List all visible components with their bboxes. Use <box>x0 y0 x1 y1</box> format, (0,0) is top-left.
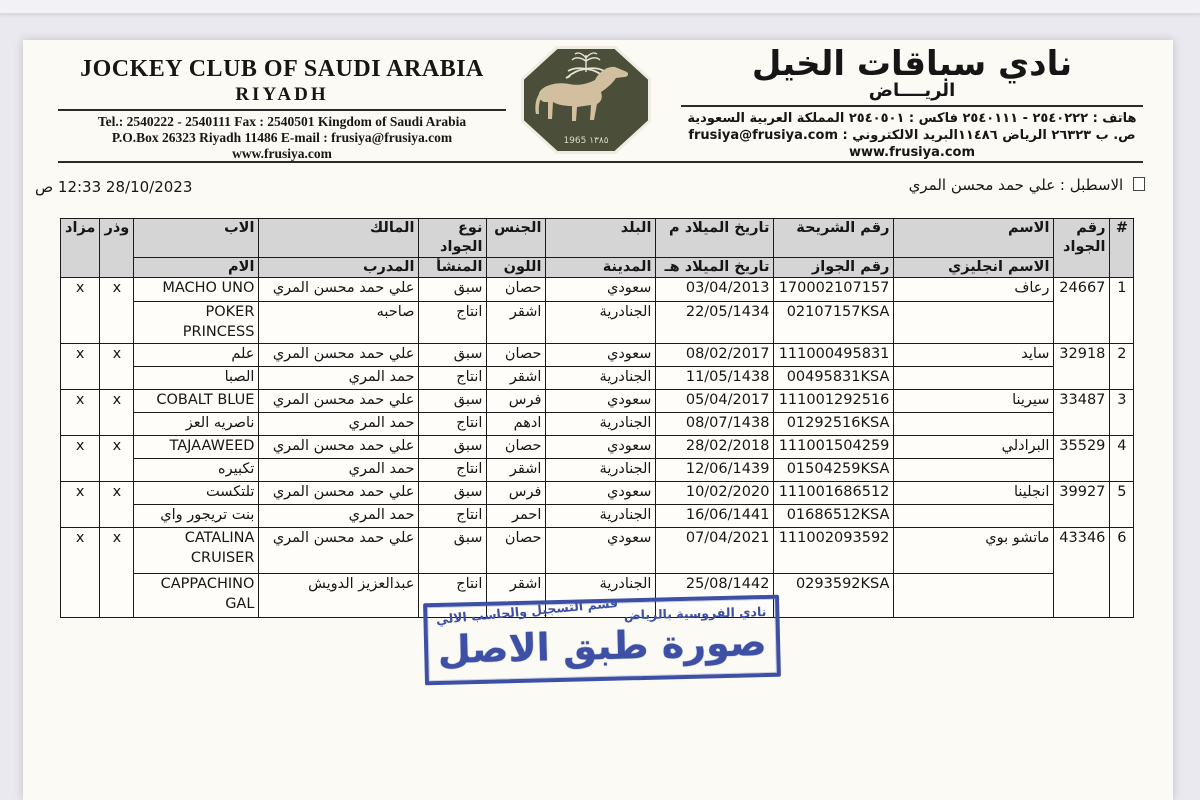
cell-horse-type: سبق <box>419 344 487 367</box>
cell-chip-number: 111000495831 <box>774 344 894 367</box>
cell-trainer: حمد المري <box>259 413 419 436</box>
cell-chip-number: 111001686512 <box>774 482 894 505</box>
cell-wether-mark: x <box>100 436 134 482</box>
cell-origin: انتاج <box>419 302 487 344</box>
cell-gender: حصان <box>487 528 546 574</box>
cell-passport-number: 01292516KSA <box>774 413 894 436</box>
table-row-sub <box>61 413 1134 436</box>
cell-owner: علي حمد محسن المري <box>259 528 419 574</box>
cell-auction-mark: x <box>61 344 100 390</box>
cell-city: الجنادرية <box>546 459 656 482</box>
cell-wether-mark: x <box>100 278 134 344</box>
cell-dam: بنت تريجور واي <box>134 505 259 528</box>
stable-line <box>909 176 1145 194</box>
website-en: www.frusiya.com <box>232 146 332 161</box>
cell-birthdate-gregorian: 03/04/2013 <box>656 278 774 302</box>
header-row-bottom <box>61 258 1134 278</box>
cell-color: اشقر <box>487 574 546 618</box>
cell-gender: حصان <box>487 436 546 459</box>
cell-birthdate-hijri: 08/07/1438 <box>656 413 774 436</box>
cell-sire: علم <box>134 344 259 367</box>
cell-city: الجنادرية <box>546 302 656 344</box>
cell-birthdate-gregorian: 10/02/2020 <box>656 482 774 505</box>
table-row-sub <box>61 505 1134 528</box>
col-header-6: الجنس <box>487 219 546 258</box>
letterhead-divider <box>58 109 506 111</box>
cell-birthdate-hijri: 25/08/1442 <box>656 574 774 618</box>
letterhead-english <box>58 56 506 162</box>
website-ar: www.frusiya.com <box>848 145 976 160</box>
cell-horse-type: سبق <box>419 482 487 505</box>
table-row <box>61 344 1134 367</box>
cell-trainer: حمد المري <box>259 459 419 482</box>
cell-horse-name-en <box>894 367 1054 390</box>
cell-wether-mark: x <box>100 390 134 436</box>
club-name-ar: نادي سباقات الخيل <box>751 44 1073 84</box>
col-header-0-line0: # <box>1115 220 1128 236</box>
cell-city: الجنادرية <box>546 505 656 528</box>
cell-passport-number: 01504259KSA <box>774 459 894 482</box>
col-header-3-sub: رقم الجواز <box>774 258 894 278</box>
col-header-7: نوع الجواد <box>419 219 487 258</box>
cell-origin: انتاج <box>419 574 487 618</box>
cell-birthdate-hijri: 22/05/1434 <box>656 302 774 344</box>
cell-color: اشقر <box>487 367 546 390</box>
cell-horse-number: 35529 <box>1054 436 1110 482</box>
cell-sire: TAJAAWEED <box>134 436 259 459</box>
table-row-sub <box>61 367 1134 390</box>
table-row <box>61 482 1134 505</box>
letterhead-bottom-rule <box>58 161 1143 163</box>
cell-birthdate-gregorian: 08/02/2017 <box>656 344 774 367</box>
cell-country: سعودي <box>546 278 656 302</box>
cell-horse-number: 33487 <box>1054 390 1110 436</box>
cell-gender: فرس <box>487 482 546 505</box>
club-name-en: JOCKEY CLUB OF SAUDI ARABIA <box>80 56 484 82</box>
col-header-2-sub: الاسم انجليزي <box>894 258 1054 278</box>
cell-horse-number: 32918 <box>1054 344 1110 390</box>
cell-trainer: صاحبه <box>259 302 419 344</box>
cell-horse-name-en <box>894 505 1054 528</box>
cell-city: الجنادرية <box>546 574 656 618</box>
cell-dam: تكبيره <box>134 459 259 482</box>
col-header-7-sub: المنشأ <box>419 258 487 278</box>
cell-passport-number: 0293592KSA <box>774 574 894 618</box>
cell-horse-type: سبق <box>419 390 487 413</box>
letterhead-divider <box>681 105 1143 107</box>
horse-icon <box>535 67 628 121</box>
col-header-8: المالك <box>259 219 419 258</box>
club-city-ar: الريــــاض <box>868 80 956 101</box>
cell-birthdate-hijri: 11/05/1438 <box>656 367 774 390</box>
cell-row-number: 5 <box>1110 482 1134 528</box>
col-header-10 <box>100 219 134 278</box>
horse-and-emblem-icon <box>524 49 648 151</box>
cell-horse-name-ar: رعاف <box>894 278 1054 302</box>
cell-owner: علي حمد محسن المري <box>259 278 419 302</box>
col-header-11 <box>61 219 100 278</box>
cell-passport-number: 01686512KSA <box>774 505 894 528</box>
cell-auction-mark: x <box>61 390 100 436</box>
cell-wether-mark: x <box>100 528 134 618</box>
table-row <box>61 390 1134 413</box>
cell-birthdate-gregorian: 07/04/2021 <box>656 528 774 574</box>
cell-trainer: حمد المري <box>259 367 419 390</box>
cell-horse-name-ar: انجلينا <box>894 482 1054 505</box>
cell-row-number: 3 <box>1110 390 1134 436</box>
cell-horse-name-ar: سايد <box>894 344 1054 367</box>
col-header-9: الاب <box>134 219 259 258</box>
stamp-department: قسم التسجيل والحاسب الالي <box>435 594 619 628</box>
cell-wether-mark: x <box>100 344 134 390</box>
cell-auction-mark: x <box>61 436 100 482</box>
col-header-1 <box>1054 219 1110 278</box>
cell-horse-name-en <box>894 302 1054 344</box>
cell-sire: COBALT BLUE <box>134 390 259 413</box>
cell-gender: فرس <box>487 390 546 413</box>
cell-passport-number: 00495831KSA <box>774 367 894 390</box>
col-header-11-line0: مزاد <box>65 220 96 236</box>
cell-horse-type: سبق <box>419 278 487 302</box>
cell-origin: انتاج <box>419 505 487 528</box>
cell-origin: انتاج <box>419 459 487 482</box>
cell-chip-number: 170002107157 <box>774 278 894 302</box>
cell-birthdate-gregorian: 05/04/2017 <box>656 390 774 413</box>
horse-table <box>60 218 1134 618</box>
logo-badge <box>524 49 648 151</box>
table-row-sub <box>61 302 1134 344</box>
cell-city: الجنادرية <box>546 413 656 436</box>
cell-country: سعودي <box>546 482 656 505</box>
col-header-3: رقم الشريحة <box>774 219 894 258</box>
col-header-8-sub: المدرب <box>259 258 419 278</box>
col-header-9-sub: الام <box>134 258 259 278</box>
stamp-org: نادي الفروسية بالرياض <box>623 603 767 623</box>
contact-ar-line1: هاتف : ٢٥٤٠٢٢٢ - ٢٥٤٠١١١ فاكس : ٢٥٤٠٥٠١ المملكة العربية السعودية <box>687 111 1137 126</box>
cell-color: اشقر <box>487 459 546 482</box>
stamp-main-text: صورة طبق الاصل <box>437 619 768 673</box>
cell-dam: ناصريه العز <box>134 413 259 436</box>
table-row <box>61 528 1134 574</box>
col-header-1-line0: رقم <box>1076 220 1106 236</box>
letterhead-arabic <box>681 44 1143 161</box>
col-header-0 <box>1110 219 1134 278</box>
contact-ar-line2: ص. ب ٢٦٣٢٣ الرياض ١١٤٨٦البريد الالكتروني : frusiya@frusiya.com <box>688 128 1136 143</box>
contact-en-line2: P.O.Box 26323 Riyadh 11486 E-mail : frusiya@frusiya.com <box>111 130 453 145</box>
certification-stamp <box>423 595 781 686</box>
cell-row-number: 1 <box>1110 278 1134 344</box>
header-row-top <box>61 219 1134 258</box>
cell-owner: علي حمد محسن المري <box>259 436 419 459</box>
cell-horse-number: 43346 <box>1054 528 1110 618</box>
cell-gender: حصان <box>487 278 546 302</box>
col-header-5: البلد <box>546 219 656 258</box>
cell-horse-name-ar: البرادلي <box>894 436 1054 459</box>
cell-auction-mark: x <box>61 482 100 528</box>
col-header-10-line0: وذر <box>104 220 130 236</box>
club-city-en: RIYADH <box>235 84 329 105</box>
col-header-4: تاريخ الميلاد م <box>656 219 774 258</box>
club-logo <box>521 46 651 154</box>
cell-sire: تلتكست <box>134 482 259 505</box>
cell-country: سعودي <box>546 344 656 367</box>
cell-horse-name-en <box>894 459 1054 482</box>
viewer-top-chrome <box>0 0 1200 15</box>
cell-owner: علي حمد محسن المري <box>259 344 419 367</box>
cell-chip-number: 111002093592 <box>774 528 894 574</box>
table-row-sub <box>61 459 1134 482</box>
col-header-4-sub: تاريخ الميلاد هـ <box>656 258 774 278</box>
cell-dam: CAPPACHINO GAL <box>134 574 259 618</box>
cell-passport-number: 02107157KSA <box>774 302 894 344</box>
cell-horse-number: 24667 <box>1054 278 1110 344</box>
col-header-6-sub: اللون <box>487 258 546 278</box>
cell-auction-mark: x <box>61 528 100 618</box>
cell-origin: انتاج <box>419 367 487 390</box>
cell-chip-number: 111001504259 <box>774 436 894 459</box>
cell-horse-type: سبق <box>419 436 487 459</box>
cell-city: الجنادرية <box>546 367 656 390</box>
contact-en-line1: Tel.: 2540222 - 2540111 Fax : 2540501 Kingdom of Saudi Arabia <box>97 114 467 129</box>
col-header-2: الاسم <box>894 219 1054 258</box>
cell-owner: علي حمد محسن المري <box>259 482 419 505</box>
cell-horse-name-en <box>894 413 1054 436</box>
cell-wether-mark: x <box>100 482 134 528</box>
cell-country: سعودي <box>546 436 656 459</box>
logo-year-text: 1965 ١٣٨٥ <box>563 136 609 146</box>
cell-birthdate-hijri: 16/06/1441 <box>656 505 774 528</box>
cell-owner: علي حمد محسن المري <box>259 390 419 413</box>
table-row <box>61 278 1134 302</box>
cell-country: سعودي <box>546 390 656 413</box>
cell-color: اشقر <box>487 302 546 344</box>
cell-color: احمر <box>487 505 546 528</box>
cell-row-number: 6 <box>1110 528 1134 618</box>
cell-horse-name-ar: ماتشو بوي <box>894 528 1054 574</box>
cell-trainer: حمد المري <box>259 505 419 528</box>
cell-dam: POKER PRINCESS <box>134 302 259 344</box>
cell-sire: MACHO UNO <box>134 278 259 302</box>
col-header-5-sub: المدينة <box>546 258 656 278</box>
cell-horse-name-ar: سيرينا <box>894 390 1054 413</box>
cell-auction-mark: x <box>61 278 100 344</box>
cell-birthdate-gregorian: 28/02/2018 <box>656 436 774 459</box>
cell-row-number: 4 <box>1110 436 1134 482</box>
table-row <box>61 436 1134 459</box>
stable-label: الاسطبل : علي حمد محسن المري <box>908 176 1124 194</box>
cell-horse-name-en <box>894 574 1054 618</box>
cell-horse-number: 39927 <box>1054 482 1110 528</box>
cell-gender: حصان <box>487 344 546 367</box>
cell-trainer: عبدالعزيز الدويش <box>259 574 419 618</box>
cell-sire: CATALINA CRUISER <box>134 528 259 574</box>
cell-color: ادهم <box>487 413 546 436</box>
col-header-1-line1: الجواد <box>1063 239 1106 255</box>
cell-chip-number: 111001292516 <box>774 390 894 413</box>
cell-horse-type: سبق <box>419 528 487 574</box>
cell-dam: الصبا <box>134 367 259 390</box>
cell-birthdate-hijri: 12/06/1439 <box>656 459 774 482</box>
cell-origin: انتاج <box>419 413 487 436</box>
cell-row-number: 2 <box>1110 344 1134 390</box>
cell-country: سعودي <box>546 528 656 574</box>
document-page <box>23 40 1173 800</box>
missing-glyph-icon <box>1133 177 1145 191</box>
print-timestamp: 28/10/2023 12:33 ص <box>35 178 193 196</box>
